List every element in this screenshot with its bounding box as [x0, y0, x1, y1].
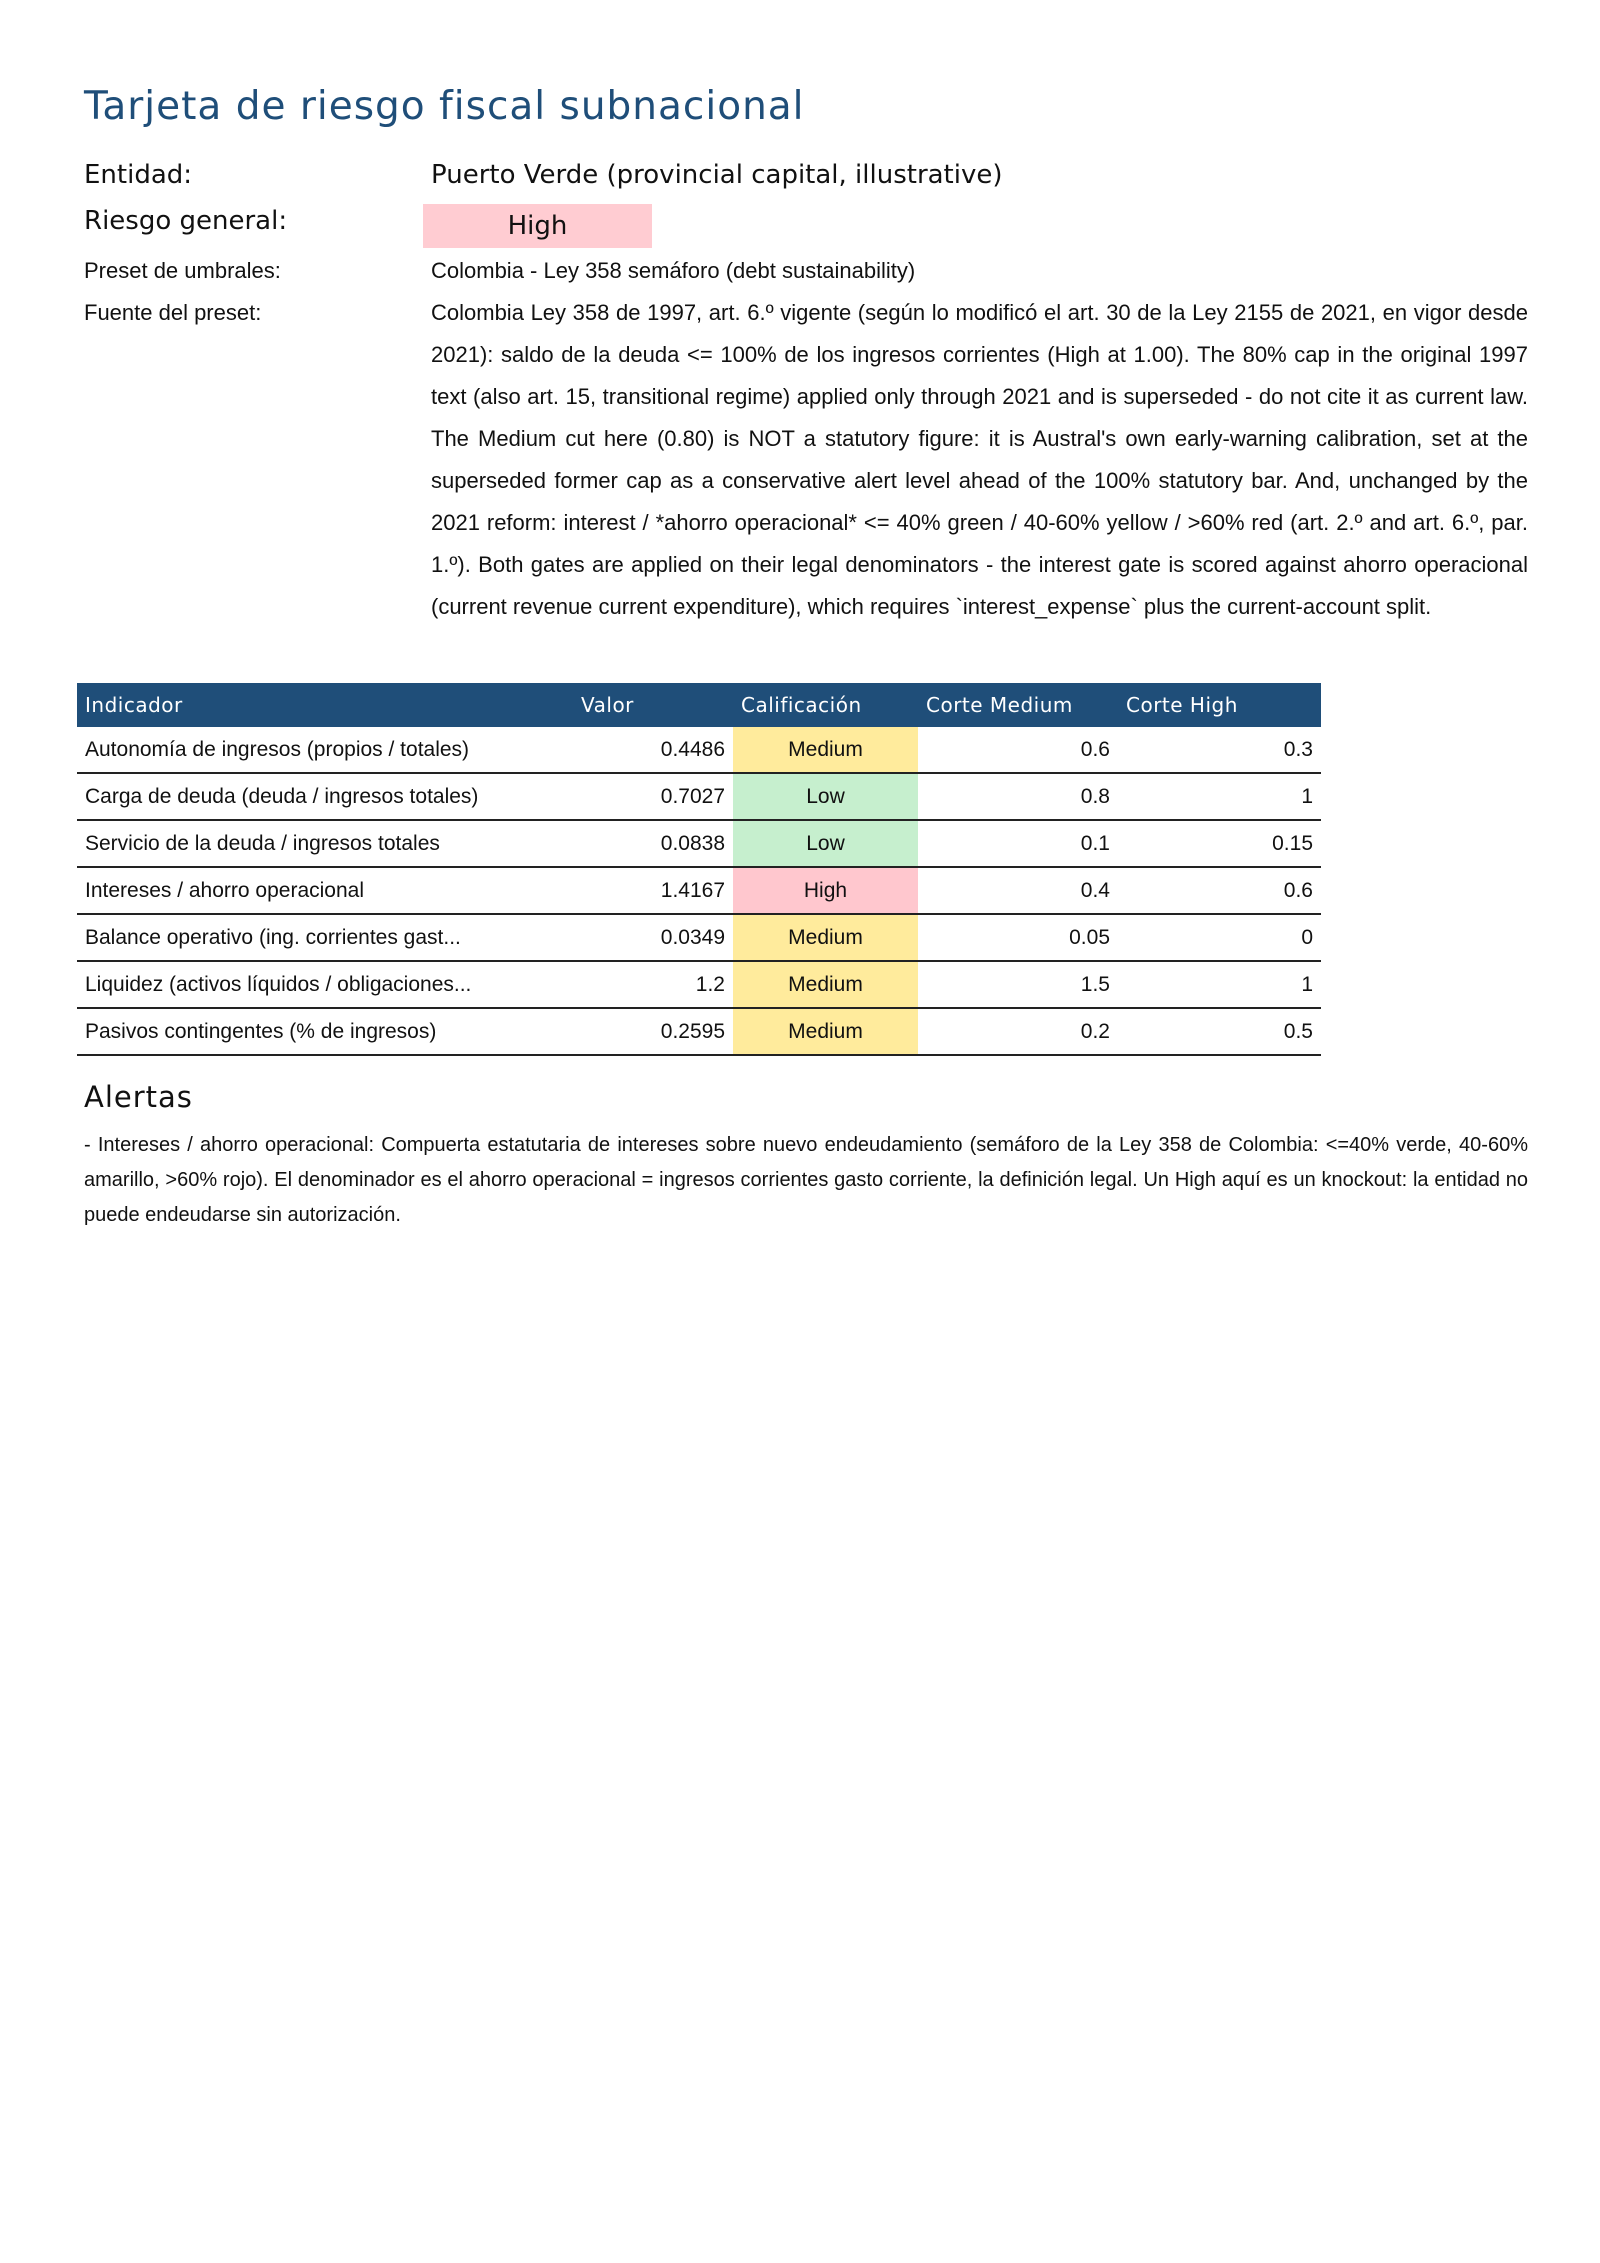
rating-badge: Medium [733, 727, 918, 773]
rating-badge: Medium [733, 914, 918, 961]
table-row [77, 727, 1321, 773]
high-cut: 0.15 [1118, 820, 1321, 867]
source-label: Fuente del preset: [84, 300, 262, 325]
medium-cut: 0.6 [918, 727, 1118, 773]
indicator-name: Liquidez (activos líquidos / obligaciones... [77, 961, 573, 1008]
indicator-name: Pasivos contingentes (% de ingresos) [77, 1008, 573, 1055]
high-cut: 0 [1118, 914, 1321, 961]
high-cut: 0.3 [1118, 727, 1321, 773]
indicator-value: 1.4167 [573, 867, 733, 914]
medium-cut: 0.05 [918, 914, 1118, 961]
medium-cut: 1.5 [918, 961, 1118, 1008]
entity-value: Puerto Verde (provincial capital, illustrative) [431, 160, 1003, 190]
header-rating: Calificación [733, 683, 918, 727]
page-title: Tarjeta de riesgo fiscal subnacional [84, 84, 805, 129]
medium-cut: 0.2 [918, 1008, 1118, 1055]
rating-badge: Medium [733, 961, 918, 1008]
high-cut: 0.6 [1118, 867, 1321, 914]
rating-badge: High [733, 867, 918, 914]
preset-value: Colombia - Ley 358 semáforo (debt sustainability) [431, 258, 916, 283]
indicator-name: Autonomía de ingresos (propios / totales) [77, 727, 573, 773]
rating-badge: Medium [733, 1008, 918, 1055]
table-row [77, 914, 1321, 961]
risk-label: Riesgo general: [84, 206, 288, 236]
header-high-cut: Corte High [1118, 683, 1321, 727]
indicator-name: Servicio de la deuda / ingresos totales [77, 820, 573, 867]
medium-cut: 0.4 [918, 867, 1118, 914]
source-row [84, 292, 1528, 628]
high-cut: 0.5 [1118, 1008, 1321, 1055]
metadata-block [84, 158, 1528, 628]
header-medium-cut: Corte Medium [918, 683, 1118, 727]
header-value: Valor [573, 683, 733, 727]
preset-label: Preset de umbrales: [84, 258, 281, 283]
medium-cut: 0.1 [918, 820, 1118, 867]
table-row [77, 773, 1321, 820]
preset-row [84, 250, 1528, 292]
alerts-title: Alertas [84, 1080, 193, 1114]
indicator-name: Balance operativo (ing. corrientes gast... [77, 914, 573, 961]
indicator-value: 0.2595 [573, 1008, 733, 1055]
indicator-value: 0.0838 [573, 820, 733, 867]
table-row [77, 1008, 1321, 1055]
indicator-name: Carga de deuda (deuda / ingresos totales) [77, 773, 573, 820]
indicator-value: 0.0349 [573, 914, 733, 961]
medium-cut: 0.8 [918, 773, 1118, 820]
entity-row [84, 158, 1528, 204]
alert-item: - Intereses / ahorro operacional: Compuerta estatutaria de intereses sobre nuevo endeudamiento (semáforo de la Ley 358 de Colombia: <=40% verde, 40-60% amarillo, >60% rojo). El denominador es el ahorro operacional = ingresos corrientes gasto corriente, la definición legal. Un High aquí es un knockout: la entidad no puede endeudarse sin autorización. [84, 1134, 1528, 1226]
rating-badge: Low [733, 773, 918, 820]
table-header-row [77, 683, 1321, 727]
high-cut: 1 [1118, 961, 1321, 1008]
indicator-value: 0.7027 [573, 773, 733, 820]
table-row [77, 867, 1321, 914]
indicator-value: 1.2 [573, 961, 733, 1008]
source-value: Colombia Ley 358 de 1997, art. 6.º vigente (según lo modificó el art. 30 de la Ley 2155 de 2021, en vigor desde 2021): saldo de la deuda <= 100% de los ingresos corrientes (High at 1.00). The 80% cap in the original 1997 text (also art. 15, transitional regime) applied only through 2021 and is superseded - do not cite it as current law. The Medium cut here (0.80) is NOT a statutory figure: it is Austral's own early-warning calibration, set at the superseded former cap as a conservative alert level ahead of the 100% statutory bar. And, unchanged by the 2021 reform: interest / *ahorro operacional* <= 40% green / 40-60% yellow / >60% red (art. 2.º and art. 6.º, par. 1.º). Both gates are applied on their legal denominators - the interest gate is scored against ahorro operacional (current revenue current expenditure), which requires `interest_expense` plus the current-account split. [431, 300, 1528, 619]
overall-risk-badge: High [423, 204, 652, 248]
indicators-table [77, 683, 1321, 1056]
entity-label: Entidad: [84, 160, 193, 190]
indicator-value: 0.4486 [573, 727, 733, 773]
high-cut: 1 [1118, 773, 1321, 820]
risk-row [84, 204, 1528, 250]
header-indicator: Indicador [77, 683, 573, 727]
table-row [77, 820, 1321, 867]
rating-badge: Low [733, 820, 918, 867]
risk-value-cell [431, 204, 1528, 248]
table-row [77, 961, 1321, 1008]
indicator-name: Intereses / ahorro operacional [77, 867, 573, 914]
